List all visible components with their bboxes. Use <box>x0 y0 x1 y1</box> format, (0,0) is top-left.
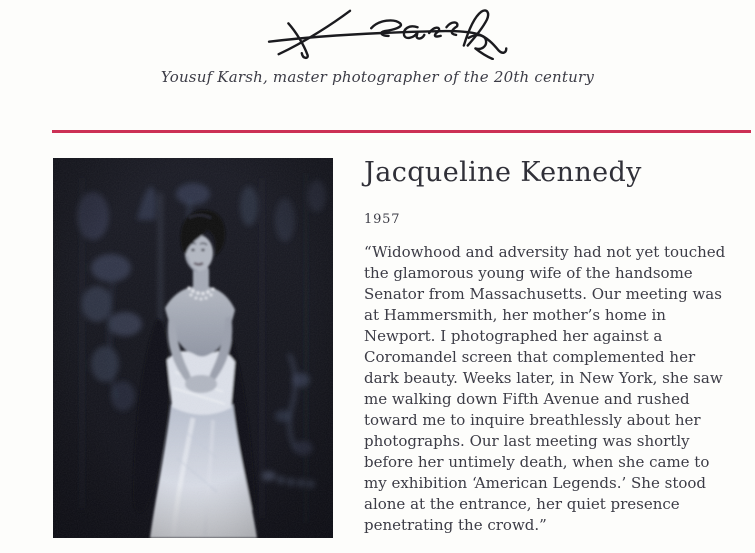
karsh-signature-icon <box>243 6 513 60</box>
divider-rule <box>52 130 751 133</box>
content <box>53 158 732 538</box>
photo-year: 1957 <box>364 211 401 227</box>
photographer-quote: “Widowhood and adversity had not yet touched the glamorous young wife of the handsome Senator from Massachusetts. Our meeting was at Hammersmith, her mother’s home in Newport. I photographed her against a Coromandel screen that complemented her dark beauty. Weeks later, in New York, she saw me walking down Fifth Avenue and rushed toward me to inquire breathlessly about her photographs. Our last meeting was shortly before her untimely death, when she came to my exhibition ‘American Legends.’ She stood alone at the entrance, her quiet presence penetrating the crowd.” <box>364 242 726 534</box>
jacqueline-kennedy-photo <box>53 158 333 538</box>
article <box>364 158 732 538</box>
tagline: Yousuf Karsh, master photographer of the 20th century <box>160 68 595 86</box>
page-title: Jacqueline Kennedy <box>364 157 642 188</box>
header <box>0 0 755 86</box>
